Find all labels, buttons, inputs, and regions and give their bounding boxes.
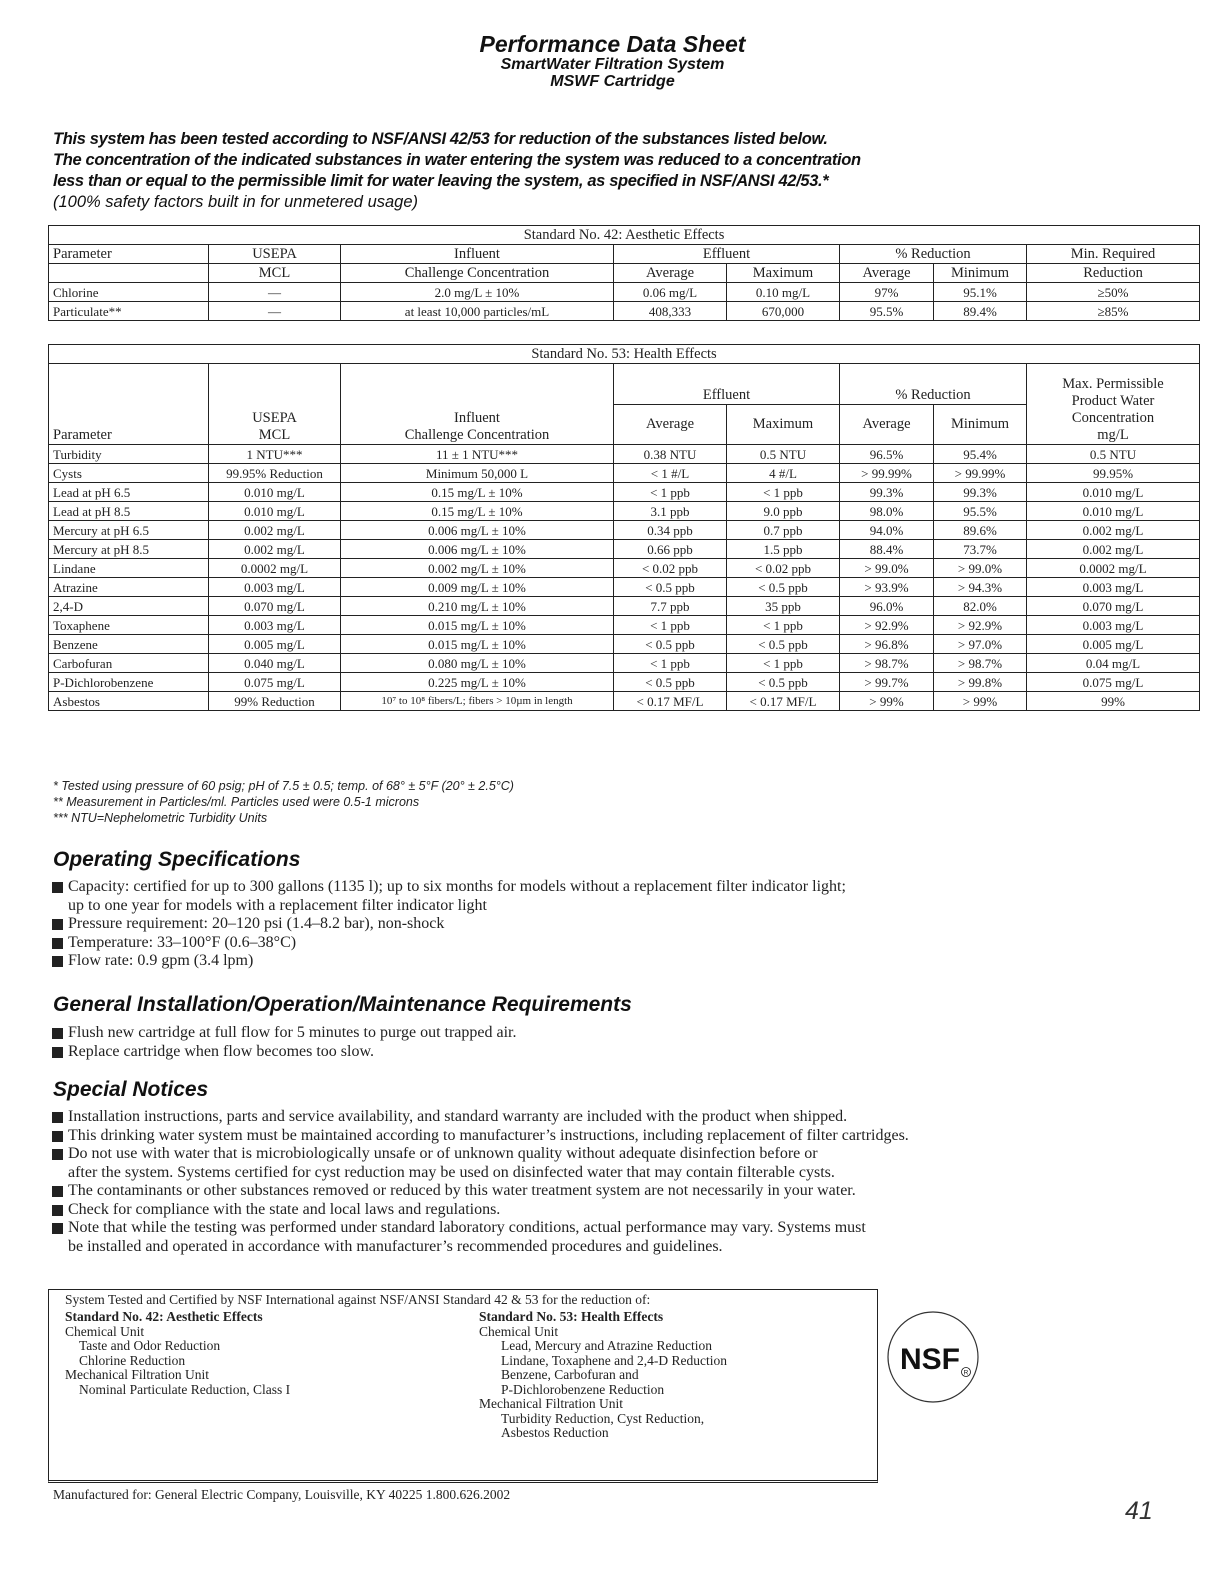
table-cell: > 99.99% bbox=[934, 464, 1027, 483]
table-cell: < 1 ppb bbox=[614, 483, 727, 502]
operating-specifications-heading: Operating Specifications bbox=[53, 848, 301, 871]
table-cell: 94.0% bbox=[840, 521, 934, 540]
table-cell: < 1 ppb bbox=[727, 616, 840, 635]
col-header: USEPA bbox=[209, 245, 341, 264]
table-cell: 0.006 mg/L ± 10% bbox=[341, 540, 614, 559]
table-cell: 0.5 NTU bbox=[727, 445, 840, 464]
bullet-item bbox=[52, 1127, 1202, 1146]
table-cell: 0.003 mg/L bbox=[1027, 616, 1200, 635]
table-cell: 10⁷ to 10⁸ fibers/L; fibers > 10µm in length bbox=[341, 692, 614, 711]
table-cell: 97% bbox=[840, 283, 934, 302]
bullet-icon bbox=[52, 1223, 63, 1234]
table-row bbox=[49, 445, 1200, 464]
table-cell: Turbidity bbox=[49, 445, 209, 464]
table-cell: Particulate** bbox=[49, 302, 209, 321]
table-cell: 99.95% bbox=[1027, 464, 1200, 483]
table-cell: < 0.17 MF/L bbox=[614, 692, 727, 711]
table-cell: Asbestos bbox=[49, 692, 209, 711]
table-row bbox=[49, 302, 1200, 321]
table-cell: 0.040 mg/L bbox=[209, 654, 341, 673]
table-cell: 98.0% bbox=[840, 502, 934, 521]
special-notices-list bbox=[52, 1108, 1202, 1256]
footnote: ** Measurement in Particles/ml. Particles used were 0.5-1 microns bbox=[53, 795, 420, 809]
table-cell: < 1 ppb bbox=[614, 616, 727, 635]
table-cell: > 99.0% bbox=[840, 559, 934, 578]
col-header: Minimum bbox=[934, 264, 1027, 283]
table-cell: < 1 ppb bbox=[727, 654, 840, 673]
table-cell: > 94.3% bbox=[934, 578, 1027, 597]
col-header: Influent bbox=[341, 245, 614, 264]
footnotes bbox=[53, 778, 514, 826]
table-cell: Minimum 50,000 L bbox=[341, 464, 614, 483]
table-cell: 670,000 bbox=[727, 302, 840, 321]
table-cell: 99% Reduction bbox=[209, 692, 341, 711]
bullet-text: after the system. Systems certified for cyst reduction may be used on disinfected water that may contain filterable cysts. bbox=[68, 1163, 835, 1181]
bullet-icon bbox=[52, 1186, 63, 1197]
table-cell: < 0.5 ppb bbox=[614, 635, 727, 654]
table-cell: 0.009 mg/L ± 10% bbox=[341, 578, 614, 597]
table-cell: 95.5% bbox=[934, 502, 1027, 521]
nsf-logo-text: NSF bbox=[900, 1343, 960, 1376]
table-cell: < 1 #/L bbox=[614, 464, 727, 483]
table-cell: 89.6% bbox=[934, 521, 1027, 540]
footnote: *** NTU=Nephelometric Turbidity Units bbox=[53, 811, 268, 825]
table-cell: > 98.7% bbox=[934, 654, 1027, 673]
table-cell: < 1 ppb bbox=[727, 483, 840, 502]
table-cell: 73.7% bbox=[934, 540, 1027, 559]
table-cell: 89.4% bbox=[934, 302, 1027, 321]
table-cell: Lead at pH 8.5 bbox=[49, 502, 209, 521]
table-cell: Atrazine bbox=[49, 578, 209, 597]
table-cell: 0.070 mg/L bbox=[209, 597, 341, 616]
table-cell: 1.5 ppb bbox=[727, 540, 840, 559]
table-cell: 99% bbox=[1027, 692, 1200, 711]
table-title: Standard No. 53: Health Effects bbox=[49, 345, 1200, 364]
bullet-text: Temperature: 33–100°F (0.6–38°C) bbox=[68, 933, 297, 951]
table-cell: 0.0002 mg/L bbox=[1027, 559, 1200, 578]
operating-specifications-list bbox=[52, 878, 1202, 971]
table-cell: > 99.99% bbox=[840, 464, 934, 483]
bullet-text: This drinking water system must be maintained according to manufacturer’s instructions, including replacement of filter cartridges. bbox=[68, 1126, 909, 1144]
table-row bbox=[49, 540, 1200, 559]
table-cell: Carbofuran bbox=[49, 654, 209, 673]
table-cell: > 98.7% bbox=[840, 654, 934, 673]
general-requirements-list bbox=[52, 1024, 1202, 1061]
table-cell: ≥85% bbox=[1027, 302, 1200, 321]
col-header: USEPA MCL bbox=[209, 364, 341, 445]
certification-line: Mechanical Filtration Unit bbox=[479, 1396, 623, 1411]
table-row bbox=[49, 692, 1200, 711]
bullet-text: be installed and operated in accordance with manufacturer’s recommended procedures and guidelines. bbox=[68, 1237, 723, 1255]
table-cell: > 93.9% bbox=[840, 578, 934, 597]
col-header: MCL bbox=[209, 264, 341, 283]
table-cell: 4 #/L bbox=[727, 464, 840, 483]
table-cell: 95.5% bbox=[840, 302, 934, 321]
table-row bbox=[49, 597, 1200, 616]
certification-line: Chemical Unit bbox=[479, 1323, 559, 1339]
table-cell: 0.002 mg/L bbox=[209, 521, 341, 540]
table-cell: 0.7 ppb bbox=[727, 521, 840, 540]
bullet-text: The contaminants or other substances removed or reduced by this water treatment system are not necessarily in your water. bbox=[68, 1182, 856, 1199]
table-cell: 0.075 mg/L bbox=[209, 673, 341, 692]
table-row bbox=[49, 283, 1200, 302]
table-cell: 0.002 mg/L ± 10% bbox=[341, 559, 614, 578]
table-cell: < 0.5 ppb bbox=[727, 635, 840, 654]
svg-text:R: R bbox=[963, 1369, 969, 1377]
table-row bbox=[49, 521, 1200, 540]
table-cell: 99.3% bbox=[840, 483, 934, 502]
col-header: Minimum bbox=[934, 404, 1027, 445]
table-cell: 0.075 mg/L bbox=[1027, 673, 1200, 692]
bullet-icon bbox=[52, 882, 63, 893]
col-header: Effluent bbox=[614, 364, 840, 405]
certification-line: Lindane, Toxaphene and 2,4-D Reduction bbox=[501, 1352, 727, 1368]
bullet-text: Flow rate: 0.9 gpm (3.4 lpm) bbox=[68, 952, 254, 969]
bullet-item bbox=[52, 1108, 1202, 1127]
table-cell: 2,4-D bbox=[49, 597, 209, 616]
table-cell: 0.005 mg/L bbox=[1027, 635, 1200, 654]
table-cell: > 99% bbox=[934, 692, 1027, 711]
certification-box bbox=[48, 1289, 878, 1483]
table-cell: 0.003 mg/L bbox=[1027, 578, 1200, 597]
table-cell: 0.003 mg/L bbox=[209, 578, 341, 597]
certification-line: Taste and Odor Reduction bbox=[79, 1338, 221, 1353]
table-row bbox=[49, 483, 1200, 502]
general-requirements-heading: General Installation/Operation/Maintenance Requirements bbox=[53, 993, 632, 1016]
special-notices-heading: Special Notices bbox=[53, 1078, 209, 1101]
page-title: Performance Data Sheet bbox=[479, 31, 746, 57]
table-cell: > 99% bbox=[840, 692, 934, 711]
intro-text bbox=[53, 129, 1193, 213]
bullet-item bbox=[52, 934, 1202, 953]
bullet-icon bbox=[52, 1028, 63, 1039]
table-row bbox=[49, 654, 1200, 673]
bullet-item bbox=[52, 1024, 1202, 1043]
table-cell: 35 ppb bbox=[727, 597, 840, 616]
standard-53-table bbox=[48, 344, 1200, 711]
certification-standard-42 bbox=[65, 1310, 290, 1397]
bullet-text: Note that while the testing was performed under standard laboratory conditions, actual performance may vary. Systems must bbox=[68, 1219, 866, 1236]
intro-note: (100% safety factors built in for unmetered usage) bbox=[53, 193, 419, 211]
col-header: Max. Permissible Product Water Concentration mg/L bbox=[1027, 364, 1200, 445]
table-cell: 1 NTU*** bbox=[209, 445, 341, 464]
table-cell: 99.95% Reduction bbox=[209, 464, 341, 483]
page-subtitle: SmartWater Filtration System bbox=[500, 56, 725, 73]
col-header: Influent Challenge Concentration bbox=[341, 364, 614, 445]
bullet-text: Pressure requirement: 20–120 psi (1.4–8.2 bar), non-shock bbox=[68, 915, 445, 932]
table-cell: > 99.0% bbox=[934, 559, 1027, 578]
table-row bbox=[49, 464, 1200, 483]
table-cell: at least 10,000 particles/mL bbox=[341, 302, 614, 321]
table-cell: > 97.0% bbox=[934, 635, 1027, 654]
table-title: Standard No. 42: Aesthetic Effects bbox=[49, 226, 1200, 245]
col-header: Average bbox=[840, 264, 934, 283]
bullet-text: Replace cartridge when flow becomes too slow. bbox=[68, 1042, 374, 1060]
col-header: Maximum bbox=[727, 264, 840, 283]
table-cell: 0.015 mg/L ± 10% bbox=[341, 635, 614, 654]
table-cell: 11 ± 1 NTU*** bbox=[341, 445, 614, 464]
certification-line: Lead, Mercury and Atrazine Reduction bbox=[501, 1338, 713, 1353]
bullet-text: Capacity: certified for up to 300 gallons (1135 l); up to six months for models without a replacement filter indicator light; bbox=[68, 878, 846, 895]
table-cell: 95.1% bbox=[934, 283, 1027, 302]
col-header: Average bbox=[614, 404, 727, 445]
table-cell: 0.010 mg/L bbox=[209, 502, 341, 521]
table-cell: 0.0002 mg/L bbox=[209, 559, 341, 578]
bullet-text: Check for compliance with the state and local laws and regulations. bbox=[68, 1200, 501, 1218]
certification-heading: Standard No. 53: Health Effects bbox=[479, 1309, 664, 1324]
table-cell: — bbox=[209, 283, 341, 302]
table-cell: 0.06 mg/L bbox=[614, 283, 727, 302]
table-cell: 0.006 mg/L ± 10% bbox=[341, 521, 614, 540]
table-cell: < 0.17 MF/L bbox=[727, 692, 840, 711]
certification-line: Turbidity Reduction, Cyst Reduction, bbox=[501, 1410, 705, 1426]
bullet-text: Flush new cartridge at full flow for 5 minutes to purge out trapped air. bbox=[68, 1024, 517, 1041]
table-cell: > 92.9% bbox=[840, 616, 934, 635]
certification-heading: Standard No. 42: Aesthetic Effects bbox=[65, 1309, 263, 1324]
table-row bbox=[49, 673, 1200, 692]
intro-line: less than or equal to the permissible limit for water leaving the system, as specified in NSF/ANSI 42/53.* bbox=[53, 172, 829, 190]
col-header: Maximum bbox=[727, 404, 840, 445]
certification-line: Benzene, Carbofuran and bbox=[501, 1367, 639, 1382]
table-cell: > 92.9% bbox=[934, 616, 1027, 635]
col-header: Min. Required bbox=[1027, 245, 1200, 264]
bullet-item bbox=[52, 952, 1202, 971]
table-row bbox=[49, 635, 1200, 654]
table-cell: 0.015 mg/L ± 10% bbox=[341, 616, 614, 635]
col-header: Parameter bbox=[49, 364, 209, 445]
table-cell: 95.4% bbox=[934, 445, 1027, 464]
table-cell: Toxaphene bbox=[49, 616, 209, 635]
certification-line: Nominal Particulate Reduction, Class I bbox=[79, 1381, 291, 1397]
table-cell: < 0.5 ppb bbox=[614, 578, 727, 597]
table-cell: 9.0 ppb bbox=[727, 502, 840, 521]
table-cell: 0.15 mg/L ± 10% bbox=[341, 502, 614, 521]
bullet-item bbox=[52, 1219, 1202, 1256]
table-cell: 3.1 ppb bbox=[614, 502, 727, 521]
standard-42-table bbox=[48, 225, 1200, 321]
bullet-icon bbox=[52, 938, 63, 949]
table-cell: 82.0% bbox=[934, 597, 1027, 616]
col-header: Challenge Concentration bbox=[341, 264, 614, 283]
table-cell: 0.66 ppb bbox=[614, 540, 727, 559]
table-cell: < 0.5 ppb bbox=[614, 673, 727, 692]
table-cell: 0.225 mg/L ± 10% bbox=[341, 673, 614, 692]
table-cell: 88.4% bbox=[840, 540, 934, 559]
bullet-item bbox=[52, 1145, 1202, 1182]
table-cell: 0.002 mg/L bbox=[1027, 521, 1200, 540]
certification-line: Asbestos Reduction bbox=[501, 1425, 609, 1440]
table-row bbox=[49, 578, 1200, 597]
certification-intro: System Tested and Certified by NSF International against NSF/ANSI Standard 42 & 53 for the reduction of: bbox=[65, 1292, 651, 1307]
col-header: Average bbox=[840, 404, 934, 445]
table-cell: 0.04 mg/L bbox=[1027, 654, 1200, 673]
table-cell: 0.005 mg/L bbox=[209, 635, 341, 654]
footnote: * Tested using pressure of 60 psig; pH of 7.5 ± 0.5; temp. of 68° ± 5°F (20° ± 2.5°C) bbox=[53, 779, 514, 793]
table-cell: — bbox=[209, 302, 341, 321]
col-header: % Reduction bbox=[840, 364, 1027, 405]
bullet-icon bbox=[52, 1131, 63, 1142]
table-cell: 99.3% bbox=[934, 483, 1027, 502]
table-row bbox=[49, 616, 1200, 635]
table-cell: 0.003 mg/L bbox=[209, 616, 341, 635]
table-cell: 0.070 mg/L bbox=[1027, 597, 1200, 616]
table-cell: 408,333 bbox=[614, 302, 727, 321]
table-cell: 96.0% bbox=[840, 597, 934, 616]
intro-line: This system has been tested according to NSF/ANSI 42/53 for reduction of the substances listed below. bbox=[53, 130, 828, 148]
table-cell: 0.002 mg/L bbox=[1027, 540, 1200, 559]
col-header: Average bbox=[614, 264, 727, 283]
col-header: Reduction bbox=[1027, 264, 1200, 283]
table-cell: 2.0 mg/L ± 10% bbox=[341, 283, 614, 302]
table-cell: 0.002 mg/L bbox=[209, 540, 341, 559]
bullet-item bbox=[52, 1201, 1202, 1220]
table-row bbox=[49, 502, 1200, 521]
bullet-icon bbox=[52, 919, 63, 930]
table-cell: Mercury at pH 8.5 bbox=[49, 540, 209, 559]
table-cell: 0.34 ppb bbox=[614, 521, 727, 540]
table-cell: Chlorine bbox=[49, 283, 209, 302]
bullet-text: up to one year for models with a replacement filter indicator light bbox=[68, 896, 487, 914]
col-header: Effluent bbox=[614, 245, 840, 264]
table-cell: 7.7 ppb bbox=[614, 597, 727, 616]
nsf-logo bbox=[886, 1310, 980, 1404]
table-cell: 0.080 mg/L ± 10% bbox=[341, 654, 614, 673]
manufacturer-info: Manufactured for: General Electric Company, Louisville, KY 40225 1.800.626.2002 bbox=[53, 1487, 511, 1502]
bullet-item bbox=[52, 915, 1202, 934]
table-cell: Cysts bbox=[49, 464, 209, 483]
table-cell: < 1 ppb bbox=[614, 654, 727, 673]
certification-line: Mechanical Filtration Unit bbox=[65, 1367, 209, 1382]
table-cell: 0.38 NTU bbox=[614, 445, 727, 464]
bullet-item bbox=[52, 1043, 1202, 1062]
bullet-item bbox=[52, 878, 1202, 915]
bullet-text: Installation instructions, parts and service availability, and standard warranty are included with the product when shipped. bbox=[68, 1108, 848, 1125]
bullet-icon bbox=[52, 1112, 63, 1123]
table-cell: 0.15 mg/L ± 10% bbox=[341, 483, 614, 502]
table-cell: < 0.02 ppb bbox=[727, 559, 840, 578]
table-cell: 0.10 mg/L bbox=[727, 283, 840, 302]
bullet-icon bbox=[52, 1047, 63, 1058]
col-header: % Reduction bbox=[840, 245, 1027, 264]
table-cell: > 96.8% bbox=[840, 635, 934, 654]
table-row bbox=[49, 559, 1200, 578]
page-number: 41 bbox=[1125, 1497, 1153, 1525]
table-cell: Mercury at pH 6.5 bbox=[49, 521, 209, 540]
table-cell: 0.5 NTU bbox=[1027, 445, 1200, 464]
table-cell: 0.010 mg/L bbox=[1027, 502, 1200, 521]
certification-line: P-Dichlorobenzene Reduction bbox=[501, 1381, 665, 1397]
bullet-text: Do not use with water that is microbiologically unsafe or of unknown quality without adequate disinfection before or bbox=[68, 1145, 818, 1162]
table-cell: Lead at pH 6.5 bbox=[49, 483, 209, 502]
table-cell: > 99.7% bbox=[840, 673, 934, 692]
table-cell: < 0.5 ppb bbox=[727, 673, 840, 692]
col-header: Parameter bbox=[49, 245, 209, 264]
table-cell: Benzene bbox=[49, 635, 209, 654]
table-cell: Lindane bbox=[49, 559, 209, 578]
table-cell: < 0.02 ppb bbox=[614, 559, 727, 578]
table-cell: < 0.5 ppb bbox=[727, 578, 840, 597]
certification-standard-53 bbox=[479, 1310, 727, 1441]
bullet-item bbox=[52, 1182, 1202, 1201]
bullet-icon bbox=[52, 1205, 63, 1216]
intro-line: The concentration of the indicated substances in water entering the system was reduced to a concentration bbox=[53, 151, 861, 169]
table-cell: 0.010 mg/L bbox=[1027, 483, 1200, 502]
certification-line: Chlorine Reduction bbox=[79, 1352, 186, 1368]
bullet-icon bbox=[52, 1149, 63, 1160]
table-cell: 0.010 mg/L bbox=[209, 483, 341, 502]
table-cell: > 99.8% bbox=[934, 673, 1027, 692]
bullet-icon bbox=[52, 956, 63, 967]
page-subtitle-cartridge: MSWF Cartridge bbox=[550, 73, 675, 90]
table-cell: P-Dichlorobenzene bbox=[49, 673, 209, 692]
table-cell: 96.5% bbox=[840, 445, 934, 464]
certification-line: Chemical Unit bbox=[65, 1323, 145, 1339]
table-cell: ≥50% bbox=[1027, 283, 1200, 302]
table-cell: 0.210 mg/L ± 10% bbox=[341, 597, 614, 616]
